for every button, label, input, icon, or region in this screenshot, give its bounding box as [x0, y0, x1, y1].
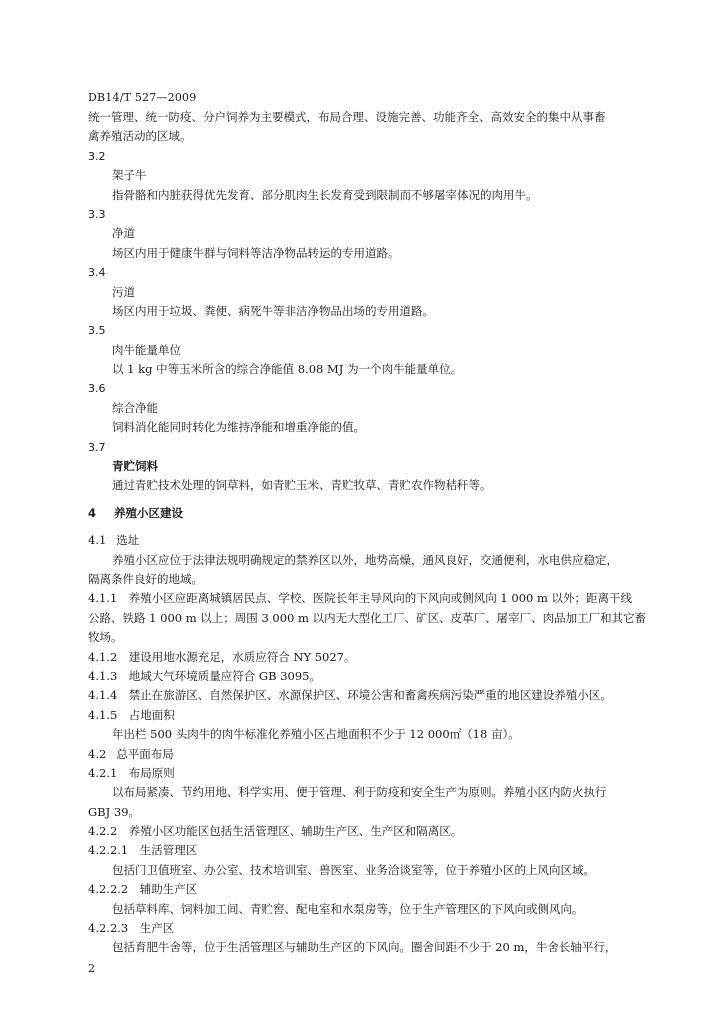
- term-name: 青贮饲料: [112, 459, 158, 474]
- term-definition: 场区内用于垃圾、粪便、病死牛等非洁净物品出场的专用道路。: [112, 303, 434, 318]
- term-name: 肉牛能量单位: [112, 342, 181, 357]
- paragraph-line: GBJ 39。: [88, 804, 141, 819]
- paragraph-line: 包括草料库、饲料加工间、青贮窖、配电室和水泵房等，位于生产管理区的下风向或侧风向。: [112, 901, 584, 916]
- term-name: 净道: [112, 226, 135, 241]
- paragraph-line: 包括门卫值班室、办公室、技术培训室、兽医室、业务洽谈室等，位于养殖小区的上风向区域。: [112, 862, 595, 877]
- term-definition: 指骨骼和内脏获得优先发育、部分肌肉生长发育受到限制而不够屠宰体况的肉用牛。: [112, 187, 538, 202]
- subclause-heading: 4.1 选址: [88, 533, 140, 548]
- subclause-heading: 4.1.5 占地面积: [88, 707, 175, 722]
- paragraph-line: 统一管理、统一防疫、分户饲养为主要模式，布局合理、设施完善、功能齐全、高效安全的集中从事畜: [88, 110, 606, 124]
- clause-number: 3.3: [88, 207, 106, 221]
- subclause-heading: 4.2.1 布局原则: [88, 765, 175, 780]
- term-definition: 通过青贮技术处理的饲草料，如青贮玉米、青贮牧草、青贮农作物秸秆等。: [112, 478, 492, 493]
- paragraph-line: 包括育肥牛舍等，位于生活管理区与辅助生产区的下风向。圈舍间距不少于 20 m，牛舍长轴平行，: [112, 940, 617, 955]
- subclause-line: 4.1.3 地域大气环境质量应符合 GB 3095。: [88, 668, 321, 683]
- term-definition: 以 1 kg 中等玉米所含的综合净能值 8.08 MJ 为一个肉牛能量单位。: [112, 362, 463, 377]
- paragraph-line: 隔离条件良好的地域。: [88, 571, 203, 586]
- subclause-line: 4.1.2 建设用地水源充足，水质应符合 NY 5027。: [88, 649, 356, 664]
- term-definition: 饲料消化能同时转化为维持净能和增重净能的值。: [112, 420, 365, 435]
- clause-number: 3.5: [88, 324, 106, 338]
- clause-number: 3.6: [88, 382, 106, 396]
- subclause-line: 4.2.2 养殖小区功能区包括生活管理区、辅助生产区、生产区和隔离区。: [88, 824, 463, 839]
- clause-number: 3.4: [88, 266, 106, 280]
- section-heading: 4 养殖小区建设: [88, 505, 184, 520]
- term-name: 架子牛: [112, 168, 147, 183]
- paragraph-line: 公路、铁路 1 000 m 以上；周围 3 000 m 以内无大型化工厂、矿区、皮革厂、屠宰厂、肉品加工厂和其它畜: [88, 610, 647, 625]
- clause-number: 3.7: [88, 440, 106, 454]
- term-name: 综合净能: [112, 400, 158, 415]
- paragraph-line: 养殖小区应位于法律法规明确规定的禁养区以外，地势高燥，通风良好，交通便利，水电供应稳定，: [112, 552, 618, 567]
- clause-number: 3.2: [88, 149, 106, 163]
- paragraph-line: 年出栏 500 头肉牛的肉牛标准化养殖小区占地面积不少于 12 000㎡（18 亩）。: [112, 727, 520, 742]
- standard-code-header: DB14/T 527—2009: [88, 91, 197, 104]
- paragraph-line: 禽养殖活动的区域。: [88, 129, 192, 144]
- subclause-heading: 4.2.2.3 生产区: [88, 921, 175, 936]
- paragraph-line: 牧场。: [88, 630, 123, 645]
- subclause-heading: 4.2.2.2 辅助生产区: [88, 882, 198, 897]
- paragraph-line: 以布局紧凑、节约用地、科学实用、便于管理、利于防疫和安全生产为原则。养殖小区内防火执行: [112, 785, 607, 800]
- document-body: [88, 108, 660, 958]
- term-name: 污道: [112, 284, 135, 299]
- subclause-heading: 4.2 总平面布局: [88, 746, 174, 761]
- subclause-line: 4.1.4 禁止在旅游区、自然保护区、水源保护区、环境公害和畜禽疾病污染严重的地区建设养殖小区。: [88, 688, 612, 703]
- page-number: 2: [88, 962, 95, 975]
- term-definition: 场区内用于健康牛群与饲料等洁净物品转运的专用道路。: [112, 245, 400, 260]
- subclause-line: 4.1.1 养殖小区应距离城镇居民点、学校、医院长年主导风向的下风向或侧风向 1 000 m 以外；距离干线: [88, 591, 633, 606]
- subclause-heading: 4.2.2.1 生活管理区: [88, 843, 198, 858]
